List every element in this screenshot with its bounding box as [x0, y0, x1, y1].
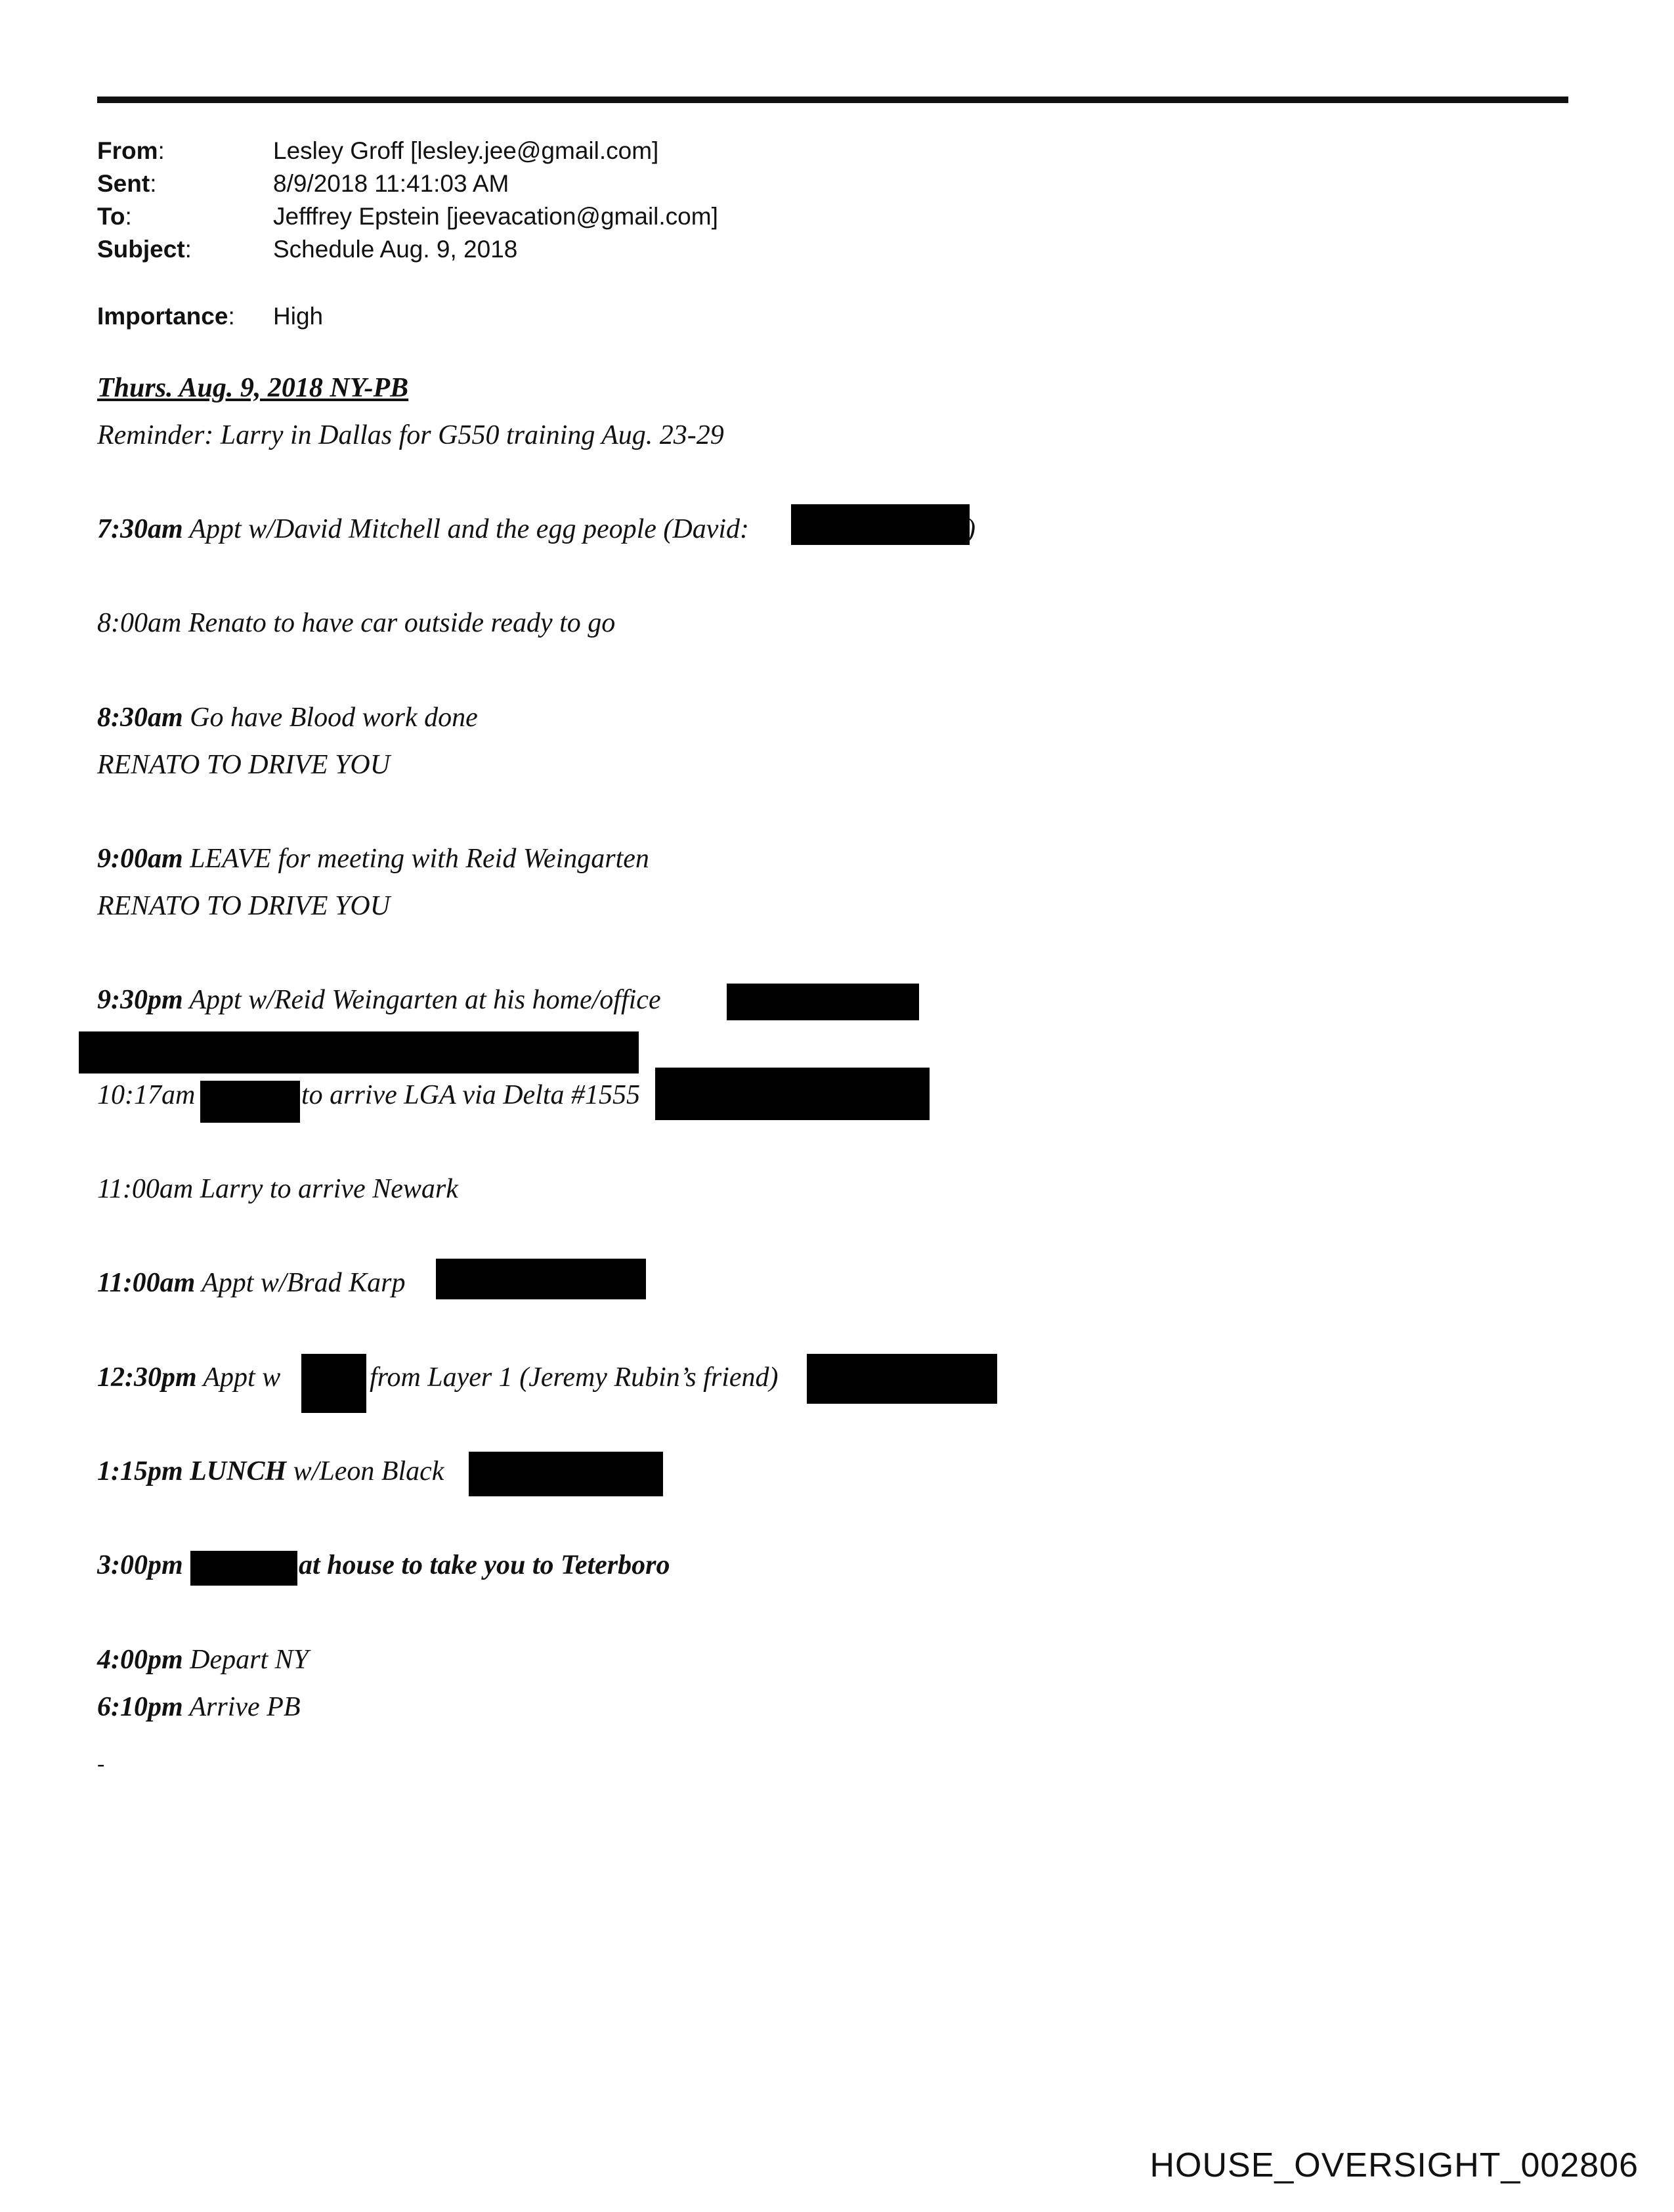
schedule-entry-1017-text: to arrive LGA via Delta #1555 — [301, 1080, 641, 1110]
schedule-entry-0900: 9:00am LEAVE for meeting with Reid Weingarten — [97, 844, 649, 874]
importance-value: High — [273, 303, 324, 330]
schedule-entry-1100-karp: 11:00am Appt w/Brad Karp — [97, 1268, 406, 1298]
importance-label: Importance: — [97, 303, 235, 330]
bates-number: HOUSE_OVERSIGHT_002806 — [1149, 2146, 1639, 2184]
sent-value: 8/9/2018 11:41:03 AM — [273, 170, 509, 197]
sent-label: Sent: — [97, 170, 157, 197]
schedule-entry-0115: 1:15pm LUNCH w/Leon Black — [97, 1456, 444, 1486]
redaction-box — [807, 1354, 997, 1404]
redaction-box — [655, 1068, 930, 1120]
header-rule — [97, 97, 1568, 103]
schedule-entry-0830: 8:30am Go have Blood work done — [97, 703, 478, 733]
schedule-entry-0610: 6:10pm Arrive PB — [97, 1692, 301, 1722]
schedule-note-0830: RENATO TO DRIVE YOU — [97, 750, 391, 780]
redaction-box — [301, 1354, 366, 1413]
redaction-box — [791, 504, 970, 545]
schedule-entry-0800: 8:00am Renato to have car outside ready to go — [97, 608, 616, 638]
schedule-entry-0400: 4:00pm Depart NY — [97, 1645, 309, 1675]
schedule-entry-1230: 12:30pm Appt w — [97, 1362, 281, 1393]
schedule-entry-0730: 7:30am Appt w/David Mitchell and the egg people (David: — [97, 514, 750, 544]
schedule-note-0900: RENATO TO DRIVE YOU — [97, 891, 391, 921]
date-heading: Thurs. Aug. 9, 2018 NY-PB — [97, 373, 409, 403]
redaction-box — [436, 1259, 646, 1299]
redaction-box — [190, 1551, 297, 1586]
trailing-dash: - — [97, 1752, 105, 1776]
redaction-box — [727, 984, 919, 1020]
from-value: Lesley Groff [lesley.jee@gmail.com] — [273, 137, 659, 164]
to-label: To: — [97, 203, 132, 230]
redaction-box — [200, 1081, 300, 1123]
schedule-entry-1100-larry: 11:00am Larry to arrive Newark — [97, 1174, 458, 1204]
schedule-entry-0730-close: ) — [966, 514, 976, 544]
redaction-box — [469, 1452, 663, 1496]
schedule-entry-1017: 10:17am — [97, 1080, 196, 1110]
schedule-entry-0930: 9:30pm Appt w/Reid Weingarten at his home/office — [97, 985, 661, 1015]
subject-value: Schedule Aug. 9, 2018 — [273, 236, 518, 263]
subject-label: Subject: — [97, 236, 192, 263]
schedule-entry-1230-text: from Layer 1 (Jeremy Rubin’s friend) — [370, 1362, 779, 1393]
redaction-box — [79, 1031, 639, 1073]
schedule-entry-0300-text: at house to take you to Teterboro — [299, 1550, 670, 1580]
to-value: Jefffrey Epstein [jeevacation@gmail.com] — [273, 203, 718, 230]
reminder-line: Reminder: Larry in Dallas for G550 training Aug. 23-29 — [97, 420, 724, 450]
from-label: From: — [97, 137, 165, 164]
schedule-entry-0300: 3:00pm — [97, 1550, 183, 1580]
